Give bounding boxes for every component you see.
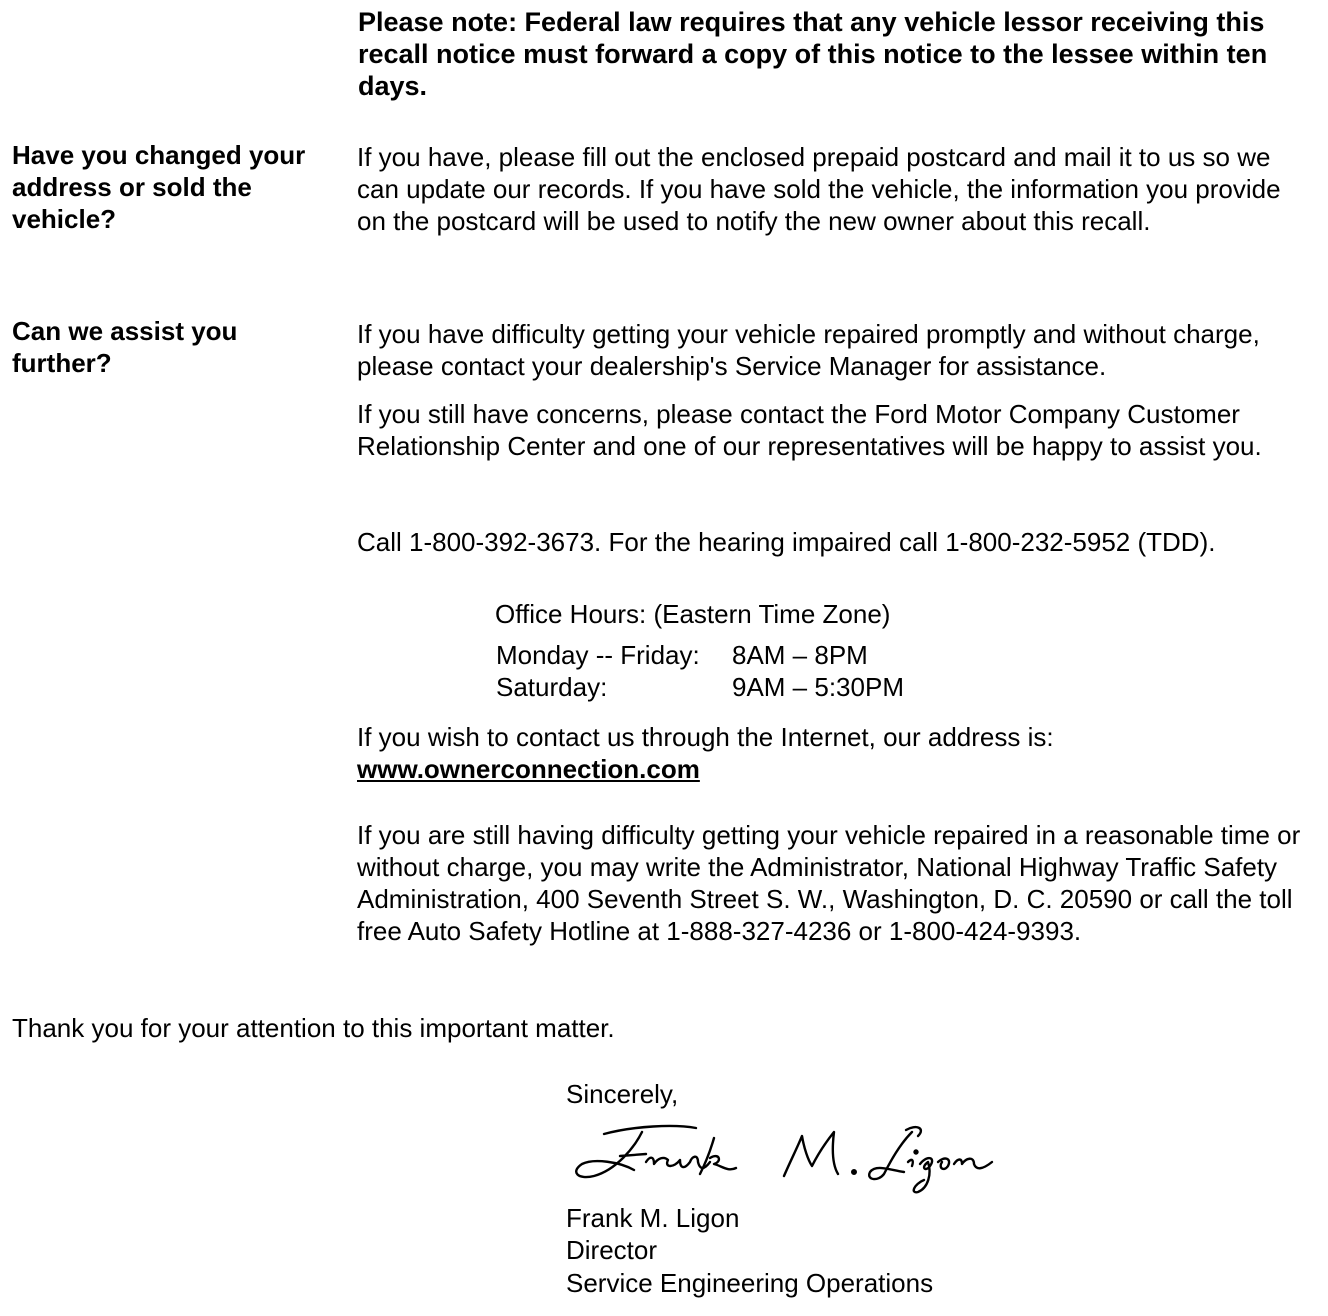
signer-title: Director <box>566 1235 658 1265</box>
valediction: Sincerely, <box>566 1079 679 1109</box>
assist-section-heading: Can we assist you further? <box>12 316 238 378</box>
hours-row-saturday <box>496 671 904 703</box>
internet-paragraph <box>357 721 1307 785</box>
office-hours-label: Office Hours: (Eastern Time Zone) <box>495 599 891 629</box>
dealer-assistance-paragraph: If you have difficulty getting your vehicle repaired promptly and without charge, please contact your dealership's Service Manager for assistance. <box>357 319 1260 381</box>
thank-you-line: Thank you for your attention to this important matter. <box>12 1013 615 1043</box>
hours-day: Saturday: <box>496 672 608 702</box>
handwritten-signature <box>564 1118 1004 1196</box>
hours-time: 8AM – 8PM <box>732 640 868 670</box>
nhtsa-paragraph: If you are still having difficulty getting your vehicle repaired in a reasonable time or without charge, you may write the Administrator, National Highway Traffic Safety Administration, 400 Seventh Street S. W., Washington, D. C. 20590 or call the toll free Auto Safety Hotline at 1-888-327-4236 or 1-800-424-9393. <box>357 820 1301 946</box>
signer-name: Frank M. Ligon <box>566 1203 740 1233</box>
internet-text: If you wish to contact us through the Internet, our address is: <box>357 722 1054 752</box>
owner-connection-link[interactable]: www.ownerconnection.com <box>357 754 700 784</box>
address-section-body: If you have, please fill out the enclosed prepaid postcard and mail it to us so we can update our records. If you have sold the vehicle, the information you provide on the postcard will be used to notify the new owner about this recall. <box>357 142 1281 236</box>
hours-day: Monday -- Friday: <box>496 640 700 670</box>
signer-department: Service Engineering Operations <box>566 1268 934 1298</box>
hours-row-weekday <box>496 639 868 671</box>
lessor-note: Please note: Federal law requires that any vehicle lessor receiving this recall notice must forward a copy of this notice to the lessee within ten days. <box>358 7 1268 101</box>
phone-numbers-paragraph: Call 1-800-392-3673. For the hearing impaired call 1-800-232-5952 (TDD). <box>357 527 1216 557</box>
address-section-heading: Have you changed your address or sold the vehicle? <box>12 140 306 234</box>
hours-time: 9AM – 5:30PM <box>732 672 904 702</box>
customer-center-paragraph: If you still have concerns, please contact the Ford Motor Company Customer Relationship Center and one of our representatives will be happy to assist you. <box>357 399 1262 461</box>
signature-text: Frank M. Ligon <box>564 1118 571 1119</box>
